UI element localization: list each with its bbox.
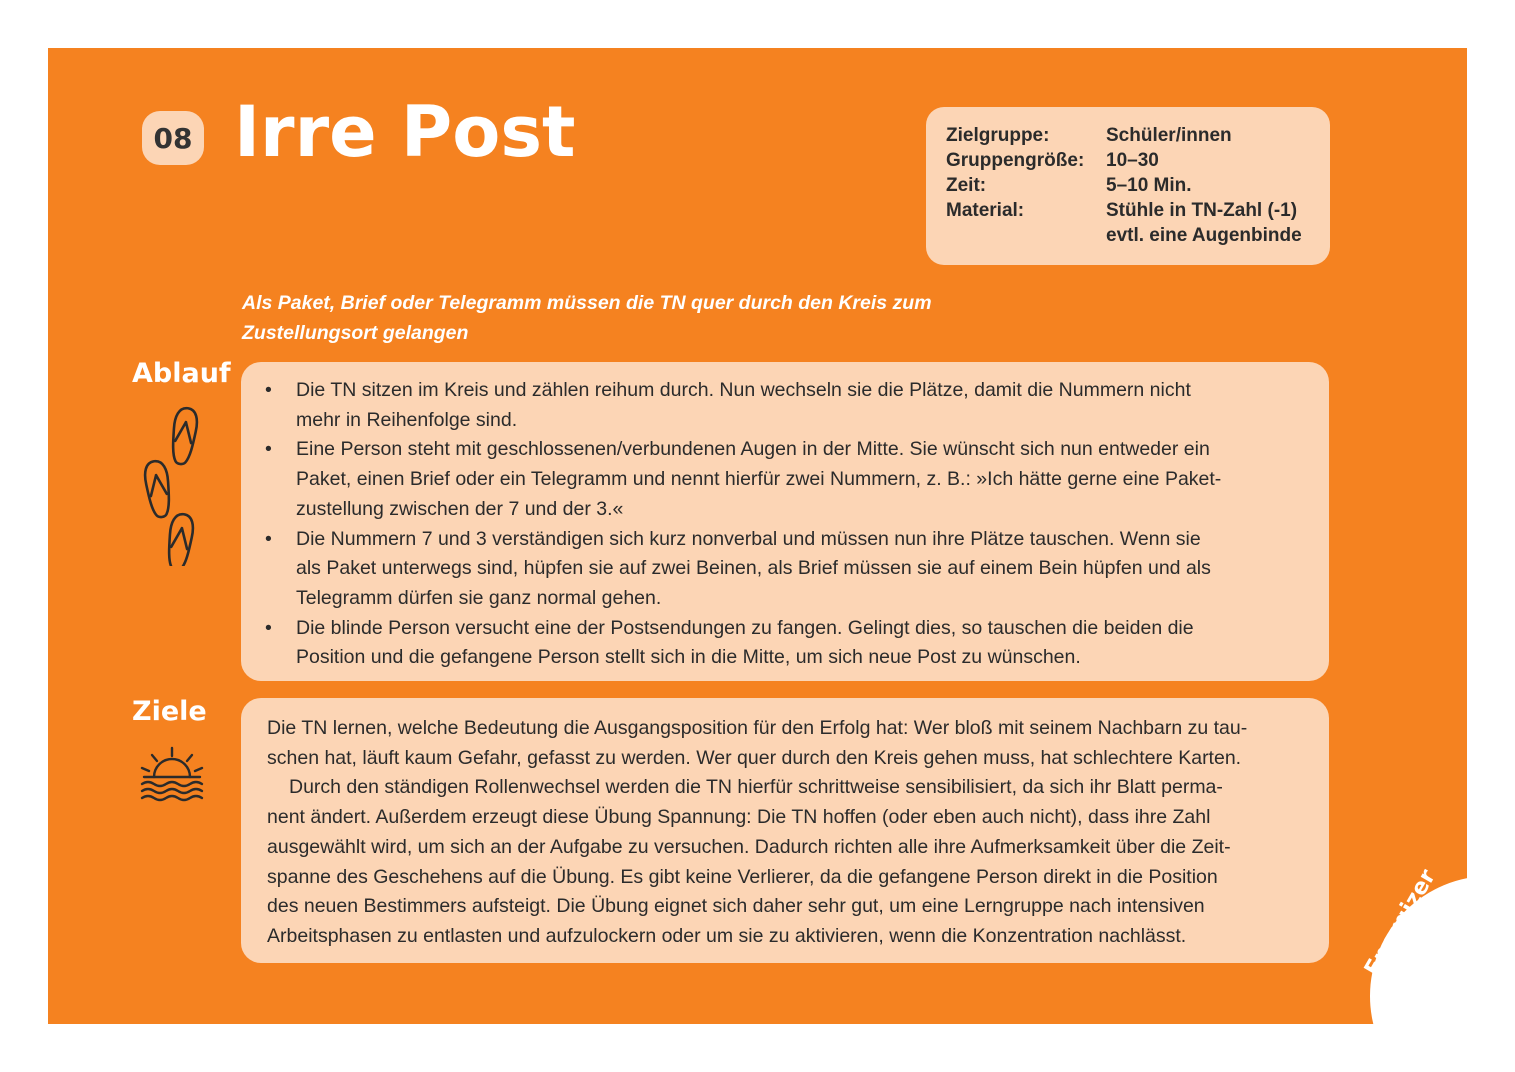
text-line: schen hat, läuft kaum Gefahr, gefasst zu werden. Wer quer durch den Kreis gehen muss, hat schlechtere Karten.	[267, 746, 1242, 769]
list-item	[265, 525, 1309, 614]
text-line: Paket, einen Brief oder ein Telegramm und nennt hierfür zwei Nummern, z. B.: »Ich hätte gerne eine Paket-	[296, 468, 1222, 491]
text-line: Position und die gefangene Person stellt sich in die Mitte, um sich neue Post zu wünschen.	[296, 646, 1081, 669]
text-line: ausgewählt wird, um sich an der Aufgabe zu versuchen. Dadurch richten alle ihre Aufmerksamkeit über die Zeit-	[267, 835, 1231, 858]
page-title: Irre Post	[234, 91, 576, 173]
paragraph	[267, 714, 1309, 952]
list-item	[265, 376, 1309, 435]
bullet-dot: •	[265, 616, 272, 639]
text-line: Telegramm dürfen sie ganz normal gehen.	[296, 586, 662, 609]
info-row	[946, 173, 1330, 198]
info-value: Stühle in TN-Zahl (-1)	[1106, 200, 1298, 221]
sunset-icon	[138, 746, 206, 804]
subtitle-line: Als Paket, Brief oder Telegramm müssen die TN quer durch den Kreis zum	[242, 292, 932, 314]
text-line: mehr in Reihenfolge sind.	[296, 408, 518, 431]
info-row	[946, 148, 1330, 173]
info-row	[946, 198, 1330, 223]
activity-number-badge: 08	[142, 111, 204, 165]
info-label: Zeit:	[946, 175, 987, 196]
text-line: als Paket unterwegs sind, hüpfen sie auf zwei Beinen, als Brief müssen sie auf einem Bein hüpfen und als	[296, 557, 1211, 580]
category-label: Energizer	[1360, 865, 1441, 981]
text-line: des neuen Bestimmers aufsteigt. Die Übung eignet sich daher sehr gut, um eine Lerngruppe nach intensiven	[267, 895, 1205, 918]
info-row	[946, 223, 1330, 248]
section-label-ziele: Ziele	[132, 696, 207, 727]
list-item	[265, 435, 1309, 524]
text-line: zustellung zwischen der 7 und der 3.«	[296, 497, 624, 520]
info-box	[926, 107, 1330, 265]
info-value: 10–30	[1106, 150, 1159, 171]
bullet-dot: •	[265, 379, 272, 401]
footprints-icon	[138, 406, 206, 566]
info-row	[946, 123, 1330, 148]
text-line: spanne des Geschehens auf die Übung. Es gibt keine Verlierer, da die gefangene Person direkt in die Position	[267, 865, 1218, 888]
text-line: Eine Person steht mit geschlossenen/verbundenen Augen in der Mitte. Sie wünscht sich nun entweder ein	[296, 438, 1210, 461]
info-label: Material:	[946, 200, 1025, 221]
info-value: evtl. eine Augenbinde	[1106, 225, 1302, 246]
text-line: Die blinde Person versucht eine der Postsendungen zu fangen. Gelingt dies, so tauschen die beiden die	[296, 616, 1194, 639]
text-line: nent ändert. Außerdem erzeugt diese Übung Spannung: Die TN hoffen (oder eben auch nicht), dass ihre Zahl	[267, 806, 1211, 829]
ablauf-panel	[241, 362, 1329, 681]
text-line: Durch den ständigen Rollenwechsel werden die TN hierfür schrittweise sensibilisiert, da sich ihr Blatt perma-	[289, 776, 1223, 799]
text-line: Die TN lernen, welche Bedeutung die Ausgangsposition für den Erfolg hat: Wer bloß mit seinem Nachbarn zu tau-	[267, 717, 1248, 739]
section-label-ablauf: Ablauf	[132, 358, 231, 389]
info-label	[946, 223, 1106, 248]
activity-card	[48, 48, 1467, 1024]
list-item	[265, 614, 1309, 673]
text-line: Die Nummern 7 und 3 verständigen sich kurz nonverbal und müssen nun ihre Plätze tauschen. Wenn sie	[296, 527, 1201, 550]
subtitle-line: Zustellungsort gelangen	[242, 322, 469, 344]
bullet-dot: •	[265, 438, 272, 461]
info-value: Schüler/innen	[1106, 125, 1232, 146]
text-line: Die TN sitzen im Kreis und zählen reihum durch. Nun wechseln sie die Plätze, damit die Nummern nicht	[296, 379, 1191, 401]
bullet-dot: •	[265, 527, 272, 550]
info-label: Gruppengröße:	[946, 150, 1085, 171]
info-value: 5–10 Min.	[1106, 175, 1192, 196]
ziele-panel	[241, 698, 1329, 963]
activity-subtitle	[242, 288, 1002, 348]
text-line: Arbeitsphasen zu entlasten und aufzulockern oder um sie zu aktivieren, wenn die Konzentration nachlässt.	[267, 924, 1187, 947]
info-label: Zielgruppe:	[946, 125, 1050, 146]
